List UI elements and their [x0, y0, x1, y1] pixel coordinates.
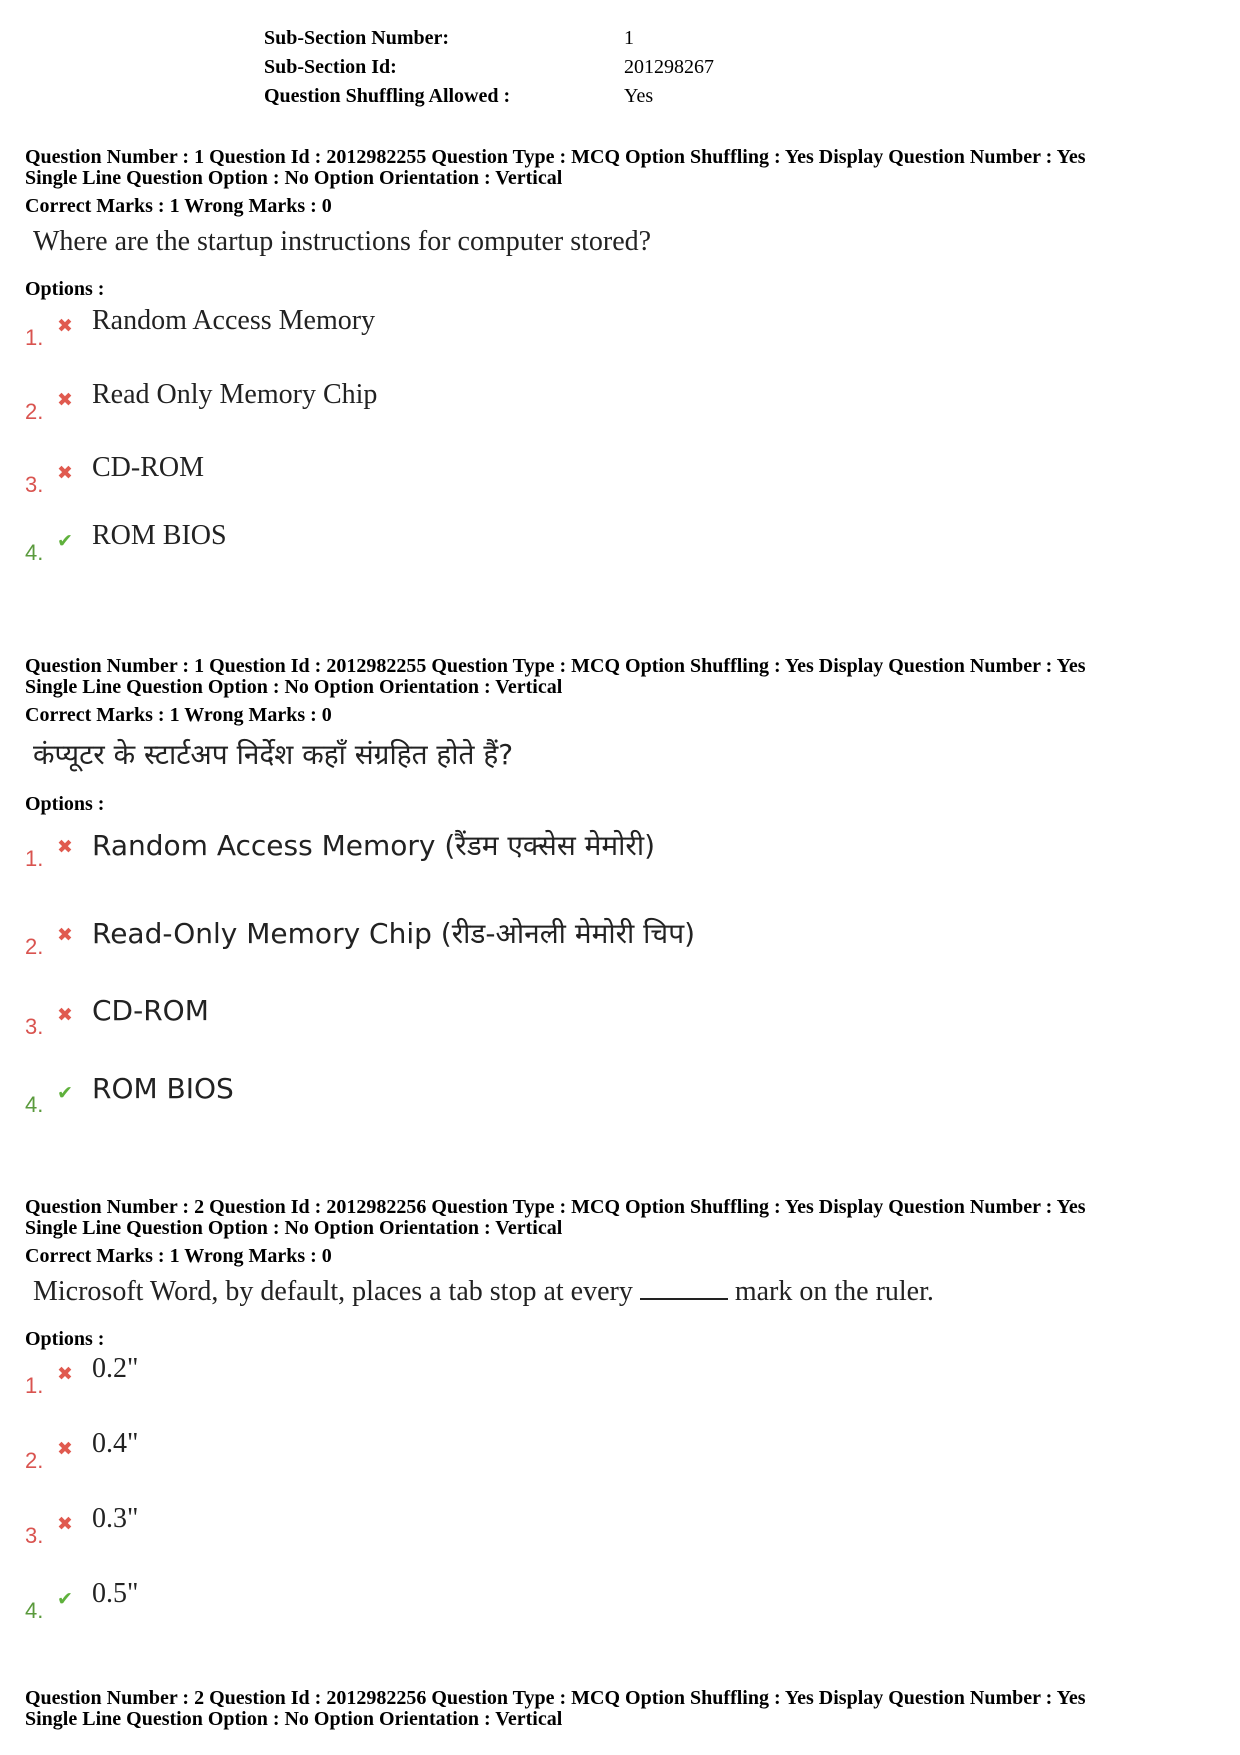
question-text-before-blank: Microsoft Word, by default, places a tab stop at every	[33, 1276, 633, 1307]
sub-section-number-label: Sub-Section Number:	[264, 27, 450, 49]
option-text: CD-ROM	[92, 452, 205, 483]
question-meta-line2: Single Line Question Option : No Option Orientation : Vertical	[25, 167, 563, 189]
option-item	[25, 1351, 1215, 1426]
check-icon: ✔	[57, 1588, 73, 1610]
option-number: 3.	[25, 1523, 44, 1548]
option-text: 0.4"	[92, 1428, 139, 1459]
option-text: Read-Only Memory Chip (रीड-ओनली मेमोरी चिप)	[92, 917, 696, 950]
cross-icon: ✖	[57, 924, 73, 946]
question-text	[33, 1276, 1215, 1308]
option-text: Read Only Memory Chip	[92, 379, 378, 410]
option-item	[25, 1501, 1215, 1576]
option-text: Random Access Memory (रैंडम एक्सेस मेमोरी)	[92, 829, 656, 862]
cross-icon: ✖	[57, 462, 73, 484]
cross-icon: ✖	[57, 1513, 73, 1535]
question-meta-line1: Question Number : 2 Question Id : 2012982256 Question Type : MCQ Option Shuffling : Yes Display Question Number : Yes	[25, 1196, 1086, 1218]
option-number: 2.	[25, 934, 44, 959]
option-item	[25, 518, 1215, 592]
cross-icon: ✖	[57, 389, 73, 411]
question-meta-line1: Question Number : 2 Question Id : 2012982256 Question Type : MCQ Option Shuffling : Yes Display Question Number : Yes	[25, 1687, 1086, 1709]
option-number: 2.	[25, 1448, 44, 1473]
option-text: CD-ROM	[92, 994, 209, 1027]
cross-icon: ✖	[57, 1363, 73, 1385]
option-text: Random Access Memory	[92, 305, 376, 336]
question-marks: Correct Marks : 1 Wrong Marks : 0	[25, 704, 332, 726]
check-icon: ✔	[57, 1082, 73, 1104]
option-number: 4.	[25, 1092, 44, 1117]
option-number: 1.	[25, 325, 44, 350]
options-label: Options :	[25, 793, 105, 815]
sub-section-header	[264, 24, 714, 111]
sub-section-id-value: 201298267	[624, 56, 714, 78]
sub-section-id-row	[264, 53, 714, 82]
option-number: 4.	[25, 540, 44, 565]
option-number: 4.	[25, 1598, 44, 1623]
question-meta-line2: Single Line Question Option : No Option Orientation : Vertical	[25, 676, 563, 698]
question-shuffling-label: Question Shuffling Allowed :	[264, 85, 511, 107]
question-block-1-hi	[25, 656, 1215, 1144]
fill-in-blank	[640, 1278, 728, 1300]
question-marks: Correct Marks : 1 Wrong Marks : 0	[25, 195, 332, 217]
option-number: 1.	[25, 846, 44, 871]
option-list	[25, 303, 1215, 592]
option-item	[25, 824, 1215, 912]
question-block-1-en	[25, 147, 1215, 592]
question-block-2-hi	[25, 1688, 1215, 1730]
question-text: कंप्यूटर के स्टार्टअप निर्देश कहाँ संग्रहित होते हैं?	[33, 738, 514, 771]
sub-section-number-value: 1	[624, 27, 634, 49]
option-text: 0.5"	[92, 1578, 139, 1609]
option-number: 2.	[25, 399, 44, 424]
question-marks: Correct Marks : 1 Wrong Marks : 0	[25, 1245, 332, 1267]
option-text: ROM BIOS	[92, 1072, 234, 1105]
question-meta-line2: Single Line Question Option : No Option Orientation : Vertical	[25, 1708, 563, 1730]
option-item	[25, 1070, 1215, 1144]
option-item	[25, 377, 1215, 450]
option-item	[25, 912, 1215, 992]
question-shuffling-value: Yes	[624, 85, 654, 107]
cross-icon: ✖	[57, 1438, 73, 1460]
option-text: 0.3"	[92, 1503, 139, 1534]
sub-section-id-label: Sub-Section Id:	[264, 56, 397, 78]
option-item	[25, 303, 1215, 377]
question-meta-line2: Single Line Question Option : No Option Orientation : Vertical	[25, 1217, 563, 1239]
option-item	[25, 1426, 1215, 1501]
question-text: Where are the startup instructions for computer stored?	[33, 226, 652, 257]
options-label: Options :	[25, 1328, 105, 1350]
option-number: 1.	[25, 1373, 44, 1398]
question-meta-line1: Question Number : 1 Question Id : 2012982255 Question Type : MCQ Option Shuffling : Yes Display Question Number : Yes	[25, 655, 1086, 677]
question-text-after-blank: mark on the ruler.	[734, 1276, 934, 1307]
option-item	[25, 1576, 1215, 1650]
option-number: 3.	[25, 472, 44, 497]
option-text: 0.2"	[92, 1353, 139, 1384]
cross-icon: ✖	[57, 836, 73, 858]
question-block-2-en	[25, 1197, 1215, 1650]
sub-section-number-row	[264, 24, 714, 53]
question-meta-line1: Question Number : 1 Question Id : 2012982255 Question Type : MCQ Option Shuffling : Yes Display Question Number : Yes	[25, 146, 1086, 168]
question-shuffling-row	[264, 82, 714, 111]
cross-icon: ✖	[57, 315, 73, 337]
option-item	[25, 450, 1215, 518]
option-number: 3.	[25, 1014, 44, 1039]
option-item	[25, 992, 1215, 1070]
check-icon: ✔	[57, 530, 73, 552]
option-list	[25, 824, 1215, 1144]
options-label: Options :	[25, 278, 105, 300]
option-text: ROM BIOS	[92, 520, 227, 551]
cross-icon: ✖	[57, 1004, 73, 1026]
option-list	[25, 1351, 1215, 1650]
